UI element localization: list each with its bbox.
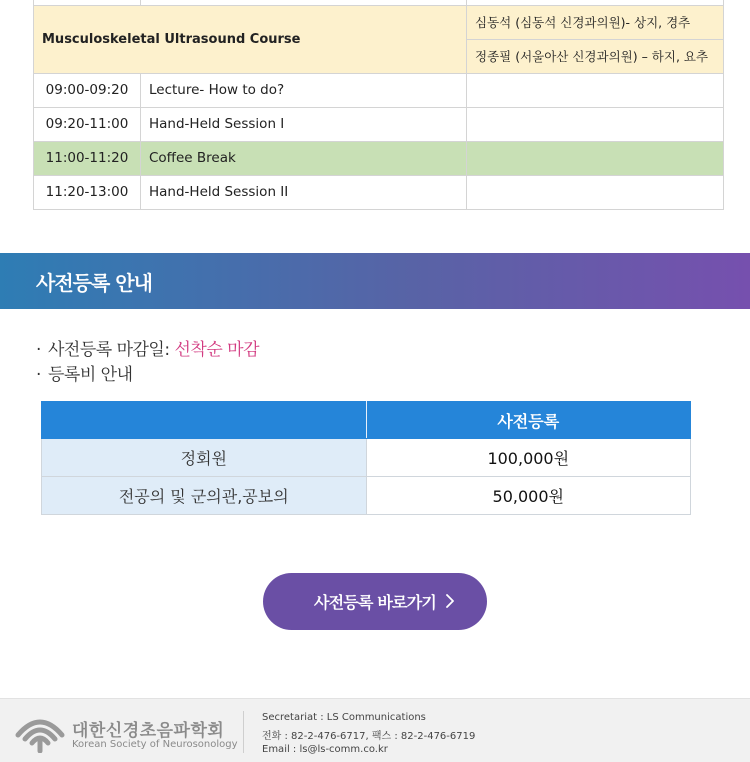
fee-price: 100,000원	[366, 439, 691, 477]
time-cell: 11:00-11:20	[34, 141, 141, 175]
pre-registration-button[interactable]	[263, 573, 487, 630]
speaker-cell	[467, 175, 724, 209]
table-row	[42, 477, 691, 515]
fee-header-label: 사전등록	[366, 402, 691, 439]
table-row	[42, 439, 691, 477]
org-name-english: Korean Society of Neurosonology	[72, 739, 238, 750]
table-row	[34, 73, 724, 107]
table-row	[34, 175, 724, 209]
org-name-korean: 대한신경초음파학회	[72, 721, 225, 741]
footer-secretariat: Secretariat : LS Communications	[262, 712, 426, 723]
pre-registration-button-label: 사전등록 바로가기	[313, 593, 437, 612]
speaker-cell	[467, 107, 724, 141]
fee-category: 전공의 및 군의관,공보의	[42, 477, 367, 515]
session-header-row	[34, 5, 724, 39]
time-cell: 09:00-09:20	[34, 73, 141, 107]
schedule-table	[33, 0, 724, 210]
time-cell: 11:20-13:00	[34, 175, 141, 209]
speaker-cell	[467, 141, 724, 175]
footer-divider	[243, 711, 244, 753]
wave-logo-icon	[14, 713, 66, 753]
fee-header-blank	[42, 402, 367, 439]
fee-header-row	[42, 402, 691, 439]
footer-phone-fax: 전화 : 82-2-476-6717, 팩스 : 82-2-476-6719	[262, 731, 476, 742]
footer-email[interactable]: Email : ls@ls-comm.co.kr	[262, 744, 388, 755]
bullet: ·	[36, 340, 41, 360]
title-cell: Hand-Held Session II	[141, 175, 467, 209]
chair-name: 정종필 (서울아산 신경과의원) – 하지, 요추	[467, 39, 724, 73]
time-cell: 09:20-11:00	[34, 107, 141, 141]
deadline-value: 선착순 마감	[174, 340, 260, 360]
section-banner	[0, 253, 750, 309]
coffee-break-row	[34, 141, 724, 175]
title-cell: Lecture- How to do?	[141, 73, 467, 107]
registration-info	[36, 338, 259, 388]
section-title: 사전등록 안내	[36, 270, 152, 295]
title-cell: Hand-Held Session I	[141, 107, 467, 141]
speaker-cell	[467, 73, 724, 107]
deadline-label: 사전등록 마감일:	[48, 340, 175, 360]
title-cell: Coffee Break	[141, 141, 467, 175]
fee-guide-label: 등록비 안내	[48, 365, 133, 385]
site-footer	[0, 698, 750, 762]
session-title: Musculoskeletal Ultrasound Course	[34, 5, 467, 73]
bullet: ·	[36, 365, 41, 385]
chair-name: 심동석 (심동석 신경과의원)- 상지, 경추	[467, 5, 724, 39]
fee-guide-line	[36, 363, 259, 388]
chevron-right-icon	[443, 594, 457, 608]
fee-table	[41, 401, 691, 515]
deadline-line	[36, 338, 259, 363]
fee-price: 50,000원	[366, 477, 691, 515]
fee-category: 정회원	[42, 439, 367, 477]
table-row	[34, 107, 724, 141]
